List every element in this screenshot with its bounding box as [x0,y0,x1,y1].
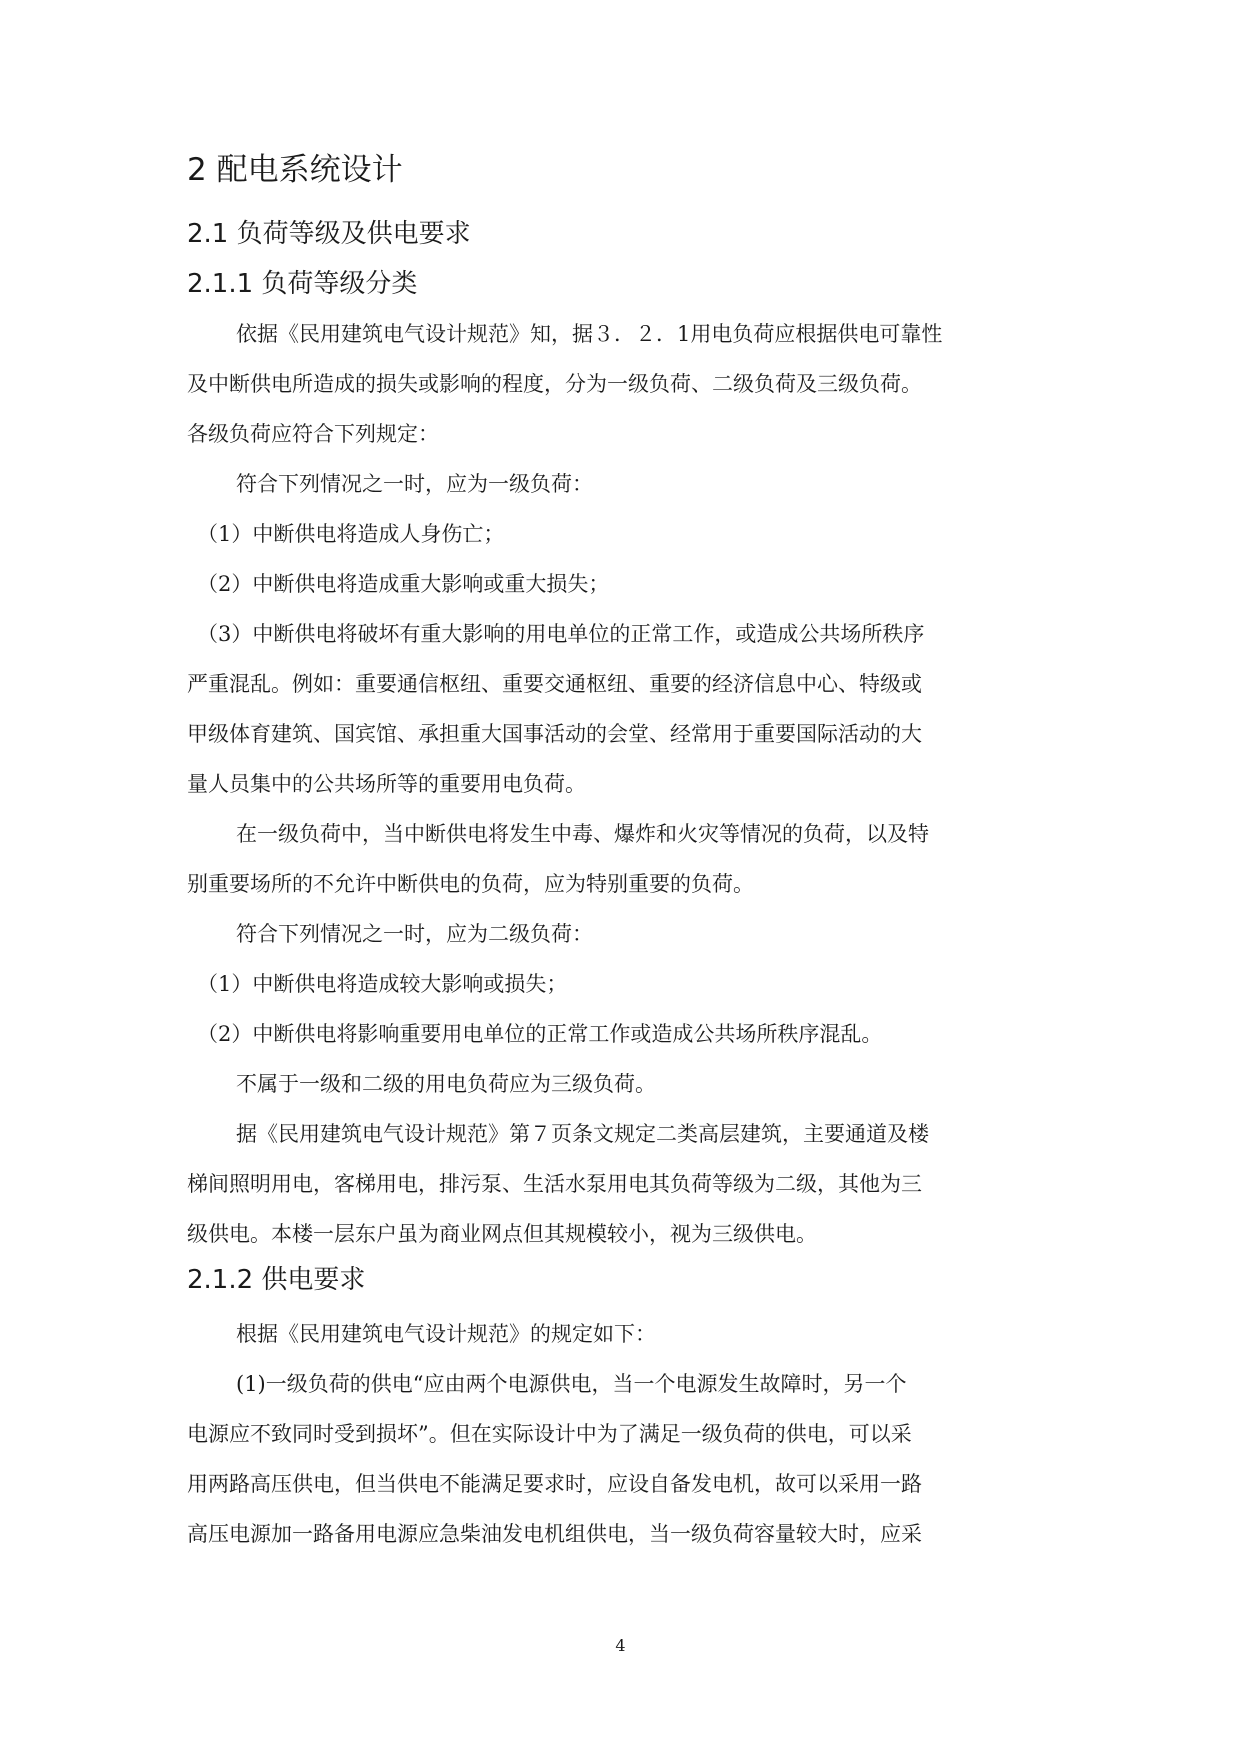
paragraph-line: 根据《民用建筑电气设计规范》的规定如下： [236,1322,656,1346]
paragraph-line: 符合下列情况之一时，应为一级负荷： [236,472,593,496]
paragraph-line: 级供电。本楼一层东户虽为商业网点但其规模较小，视为三级供电。 [187,1222,817,1246]
paragraph-line: 及中断供电所造成的损失或影响的程度，分为一级负荷、二级负荷及三级负荷。 [187,372,922,396]
list-item: （3）中断供电将破坏有重大影响的用电单位的正常工作，或造成公共场所秩序 [197,622,925,646]
chapter-title: 2 配电系统设计 [187,152,403,188]
paragraph-line: 严重混乱。例如：重要通信枢纽、重要交通枢纽、重要的经济信息中心、特级或 [187,672,922,696]
subsection-title: 2.1.2 供电要求 [187,1265,366,1295]
page-number: 4 [615,1636,626,1655]
paragraph-line: 电源应不致同时受到损坏”。但在实际设计中为了满足一级负荷的供电，可以采 [187,1422,912,1446]
list-item: （1）中断供电将造成较大影响或损失； [197,972,568,996]
paragraph-line: 符合下列情况之一时，应为二级负荷： [236,922,593,946]
paragraph-line: 梯间照明用电，客梯用电，排污泵、生活水泵用电其负荷等级为二级，其他为三 [187,1172,922,1196]
list-item: （1）中断供电将造成人身伤亡； [197,522,505,546]
paragraph-line: 各级负荷应符合下列规定： [187,422,439,446]
paragraph-line: 据《民用建筑电气设计规范》第７页条文规定二类高层建筑，主要通道及楼 [236,1122,929,1146]
paragraph-line: 量人员集中的公共场所等的重要用电负荷。 [187,772,586,796]
list-item: （2）中断供电将造成重大影响或重大损失； [197,572,610,596]
paragraph-line: 别重要场所的不允许中断供电的负荷，应为特别重要的负荷。 [187,872,754,896]
paragraph-line: 依据《民用建筑电气设计规范》知，据３．２．1用电负荷应根据供电可靠性 [236,322,943,346]
paragraph-line: 在一级负荷中，当中断供电将发生中毒、爆炸和火灾等情况的负荷，以及特 [236,822,929,846]
paragraph-line: 用两路高压供电，但当供电不能满足要求时，应设自备发电机，故可以采用一路 [187,1472,922,1496]
paragraph-line: 高压电源加一路备用电源应急柴油发电机组供电，当一级负荷容量较大时，应采 [187,1522,922,1546]
list-item: （2）中断供电将影响重要用电单位的正常工作或造成公共场所秩序混乱。 [197,1022,883,1046]
section-title: 2.1 负荷等级及供电要求 [187,219,471,249]
paragraph-line: 甲级体育建筑、国宾馆、承担重大国事活动的会堂、经常用于重要国际活动的大 [187,722,922,746]
paragraph-line: 不属于一级和二级的用电负荷应为三级负荷。 [236,1072,656,1096]
paragraph-line: (1)一级负荷的供电“应由两个电源供电，当一个电源发生故障时，另一个 [236,1372,907,1396]
subsection-title: 2.1.1 负荷等级分类 [187,269,418,299]
